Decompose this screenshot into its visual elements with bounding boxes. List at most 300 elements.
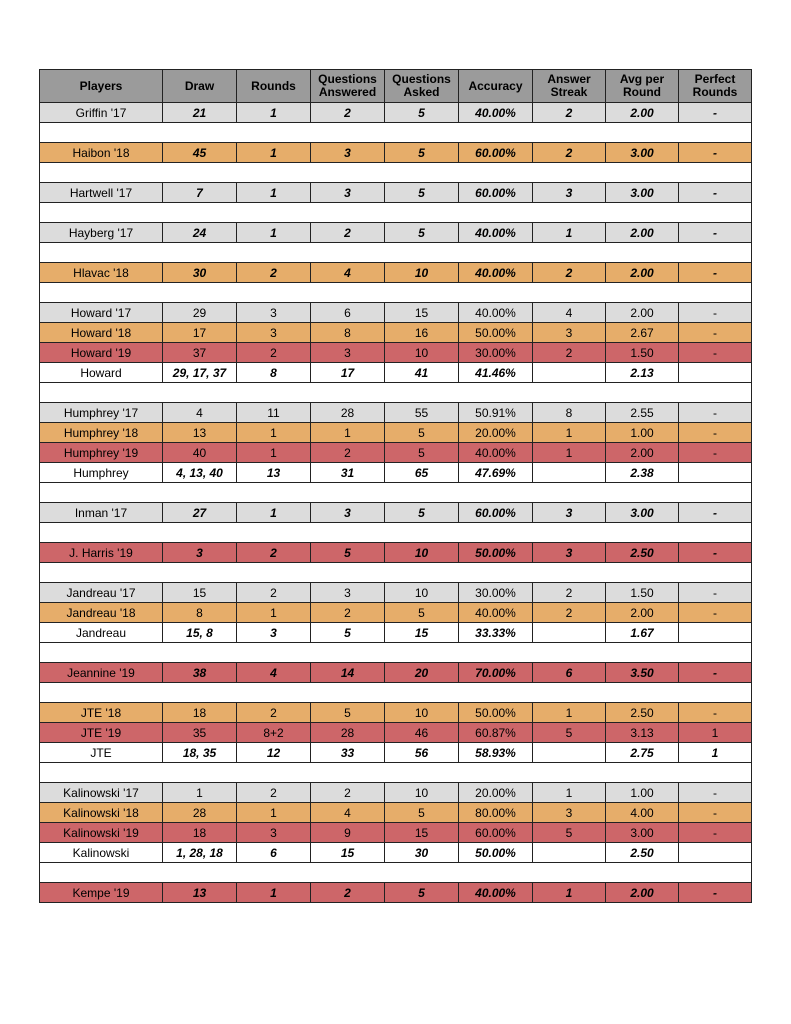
accuracy-cell: 60.87% [459,723,533,743]
answer-streak-cell: 6 [533,663,606,683]
questions-asked-cell: 5 [385,443,459,463]
questions-answered-cell: 28 [311,723,385,743]
accuracy-cell: 40.00% [459,103,533,123]
avg-per-round-cell: 1.67 [606,623,679,643]
questions-answered-cell: 4 [311,263,385,283]
spacer-cell [40,643,752,663]
spacer-cell [40,523,752,543]
rounds-cell: 2 [237,583,311,603]
rounds-cell: 3 [237,303,311,323]
spacer-row [40,243,752,263]
draw-cell: 35 [163,723,237,743]
rounds-cell: 13 [237,463,311,483]
table-row [40,323,752,343]
rounds-cell: 11 [237,403,311,423]
avg-per-round-cell: 3.13 [606,723,679,743]
player-stats-table [39,69,752,903]
questions-asked-cell: 46 [385,723,459,743]
questions-asked-cell: 5 [385,883,459,903]
accuracy-cell: 30.00% [459,343,533,363]
rounds-cell: 8 [237,363,311,383]
player-name-cell: Kalinowski '18 [40,803,163,823]
answer-streak-cell [533,623,606,643]
questions-answered-cell: 5 [311,543,385,563]
questions-answered-cell: 3 [311,503,385,523]
avg-per-round-cell: 1.00 [606,783,679,803]
avg-per-round-cell: 2.50 [606,843,679,863]
draw-cell: 38 [163,663,237,683]
header-row [40,70,752,103]
questions-asked-cell: 30 [385,843,459,863]
player-name-cell: JTE '18 [40,703,163,723]
questions-answered-cell: 17 [311,363,385,383]
table-row [40,883,752,903]
questions-answered-cell: 4 [311,803,385,823]
avg-per-round-cell: 4.00 [606,803,679,823]
header-avg-per-round: Avg per Round [606,70,679,103]
rounds-cell: 1 [237,443,311,463]
spacer-row [40,523,752,543]
rounds-cell: 8+2 [237,723,311,743]
accuracy-cell: 30.00% [459,583,533,603]
accuracy-cell: 50.00% [459,843,533,863]
questions-answered-cell: 3 [311,143,385,163]
player-name-cell: Hayberg '17 [40,223,163,243]
spacer-cell [40,383,752,403]
answer-streak-cell: 2 [533,143,606,163]
answer-streak-cell: 1 [533,703,606,723]
spacer-cell [40,863,752,883]
questions-answered-cell: 2 [311,783,385,803]
spacer-row [40,643,752,663]
perfect-rounds-cell: - [679,423,752,443]
rounds-cell: 2 [237,263,311,283]
table-row [40,603,752,623]
avg-per-round-cell: 3.00 [606,143,679,163]
table-row [40,423,752,443]
avg-per-round-cell: 1.50 [606,343,679,363]
questions-asked-cell: 15 [385,303,459,323]
player-name-cell: Howard '19 [40,343,163,363]
avg-per-round-cell: 2.00 [606,223,679,243]
answer-streak-cell: 3 [533,543,606,563]
spacer-cell [40,243,752,263]
table-row [40,583,752,603]
header-questions-answered: Questions Answered [311,70,385,103]
draw-cell: 27 [163,503,237,523]
avg-per-round-cell: 2.00 [606,443,679,463]
questions-answered-cell: 3 [311,343,385,363]
spacer-cell [40,563,752,583]
questions-asked-cell: 56 [385,743,459,763]
table-row [40,783,752,803]
table-row [40,263,752,283]
spacer-row [40,383,752,403]
questions-asked-cell: 41 [385,363,459,383]
player-name-cell: Jandreau '17 [40,583,163,603]
draw-cell: 4, 13, 40 [163,463,237,483]
avg-per-round-cell: 3.50 [606,663,679,683]
questions-asked-cell: 10 [385,783,459,803]
draw-cell: 7 [163,183,237,203]
questions-asked-cell: 5 [385,103,459,123]
perfect-rounds-cell [679,463,752,483]
rounds-cell: 1 [237,223,311,243]
player-name-cell: Kalinowski '19 [40,823,163,843]
table-row [40,663,752,683]
answer-streak-cell: 1 [533,223,606,243]
player-name-cell: JTE [40,743,163,763]
rounds-cell: 1 [237,803,311,823]
questions-answered-cell: 33 [311,743,385,763]
accuracy-cell: 50.91% [459,403,533,423]
questions-asked-cell: 5 [385,803,459,823]
draw-cell: 18, 35 [163,743,237,763]
player-name-cell: Jeannine '19 [40,663,163,683]
player-name-cell: Howard [40,363,163,383]
questions-asked-cell: 10 [385,583,459,603]
accuracy-cell: 80.00% [459,803,533,823]
table-row [40,503,752,523]
accuracy-cell: 60.00% [459,183,533,203]
questions-answered-cell: 2 [311,603,385,623]
questions-asked-cell: 10 [385,703,459,723]
answer-streak-cell [533,363,606,383]
draw-cell: 24 [163,223,237,243]
draw-cell: 15, 8 [163,623,237,643]
questions-asked-cell: 10 [385,263,459,283]
player-total-row [40,843,752,863]
spacer-row [40,863,752,883]
player-name-cell: Jandreau [40,623,163,643]
accuracy-cell: 40.00% [459,263,533,283]
answer-streak-cell: 2 [533,263,606,283]
avg-per-round-cell: 2.00 [606,303,679,323]
avg-per-round-cell: 2.13 [606,363,679,383]
questions-asked-cell: 5 [385,143,459,163]
spacer-cell [40,283,752,303]
spacer-cell [40,683,752,703]
table-row [40,183,752,203]
questions-answered-cell: 14 [311,663,385,683]
perfect-rounds-cell: - [679,183,752,203]
rounds-cell: 1 [237,883,311,903]
avg-per-round-cell: 2.50 [606,543,679,563]
spacer-row [40,683,752,703]
accuracy-cell: 40.00% [459,303,533,323]
accuracy-cell: 58.93% [459,743,533,763]
perfect-rounds-cell: - [679,343,752,363]
header-questions-asked: Questions Asked [385,70,459,103]
player-total-row [40,743,752,763]
player-total-row [40,463,752,483]
spacer-row [40,483,752,503]
perfect-rounds-cell: 1 [679,743,752,763]
table-row [40,443,752,463]
perfect-rounds-cell [679,843,752,863]
answer-streak-cell: 3 [533,323,606,343]
perfect-rounds-cell: - [679,263,752,283]
draw-cell: 28 [163,803,237,823]
avg-per-round-cell: 3.00 [606,823,679,843]
accuracy-cell: 70.00% [459,663,533,683]
spacer-row [40,763,752,783]
header-players: Players [40,70,163,103]
avg-per-round-cell: 2.00 [606,603,679,623]
answer-streak-cell: 5 [533,723,606,743]
perfect-rounds-cell: - [679,103,752,123]
answer-streak-cell: 1 [533,783,606,803]
table-row [40,803,752,823]
accuracy-cell: 40.00% [459,603,533,623]
header-draw: Draw [163,70,237,103]
player-name-cell: Kalinowski '17 [40,783,163,803]
rounds-cell: 1 [237,423,311,443]
accuracy-cell: 33.33% [459,623,533,643]
answer-streak-cell: 1 [533,423,606,443]
answer-streak-cell: 2 [533,103,606,123]
questions-answered-cell: 9 [311,823,385,843]
perfect-rounds-cell: - [679,663,752,683]
rounds-cell: 1 [237,603,311,623]
spacer-row [40,563,752,583]
player-name-cell: Humphrey '18 [40,423,163,443]
accuracy-cell: 40.00% [459,443,533,463]
draw-cell: 30 [163,263,237,283]
player-name-cell: Howard '17 [40,303,163,323]
questions-answered-cell: 5 [311,703,385,723]
table-body [40,103,752,903]
rounds-cell: 2 [237,783,311,803]
draw-cell: 17 [163,323,237,343]
avg-per-round-cell: 2.00 [606,103,679,123]
questions-asked-cell: 16 [385,323,459,343]
perfect-rounds-cell: - [679,883,752,903]
questions-answered-cell: 15 [311,843,385,863]
perfect-rounds-cell: - [679,823,752,843]
answer-streak-cell: 2 [533,603,606,623]
accuracy-cell: 60.00% [459,143,533,163]
perfect-rounds-cell: - [679,303,752,323]
player-name-cell: Jandreau '18 [40,603,163,623]
header-accuracy: Accuracy [459,70,533,103]
avg-per-round-cell: 2.00 [606,263,679,283]
player-name-cell: Inman '17 [40,503,163,523]
questions-answered-cell: 2 [311,223,385,243]
table-row [40,103,752,123]
rounds-cell: 1 [237,503,311,523]
answer-streak-cell: 1 [533,883,606,903]
questions-answered-cell: 3 [311,183,385,203]
avg-per-round-cell: 2.00 [606,883,679,903]
questions-answered-cell: 1 [311,423,385,443]
questions-answered-cell: 2 [311,883,385,903]
questions-answered-cell: 2 [311,103,385,123]
table-row [40,303,752,323]
answer-streak-cell: 8 [533,403,606,423]
draw-cell: 37 [163,343,237,363]
answer-streak-cell: 4 [533,303,606,323]
spacer-row [40,283,752,303]
draw-cell: 29 [163,303,237,323]
draw-cell: 15 [163,583,237,603]
questions-asked-cell: 15 [385,823,459,843]
questions-asked-cell: 5 [385,603,459,623]
answer-streak-cell: 5 [533,823,606,843]
spacer-row [40,163,752,183]
accuracy-cell: 20.00% [459,423,533,443]
draw-cell: 40 [163,443,237,463]
accuracy-cell: 20.00% [459,783,533,803]
questions-asked-cell: 10 [385,343,459,363]
perfect-rounds-cell: - [679,223,752,243]
draw-cell: 8 [163,603,237,623]
rounds-cell: 2 [237,343,311,363]
rounds-cell: 12 [237,743,311,763]
player-name-cell: Hartwell '17 [40,183,163,203]
header-rounds: Rounds [237,70,311,103]
table-row [40,223,752,243]
perfect-rounds-cell: - [679,583,752,603]
player-name-cell: Humphrey [40,463,163,483]
questions-asked-cell: 55 [385,403,459,423]
answer-streak-cell: 3 [533,803,606,823]
avg-per-round-cell: 3.00 [606,183,679,203]
table-row [40,343,752,363]
header-answer-streak: Answer Streak [533,70,606,103]
questions-answered-cell: 6 [311,303,385,323]
questions-answered-cell: 8 [311,323,385,343]
answer-streak-cell: 2 [533,343,606,363]
perfect-rounds-cell: - [679,603,752,623]
table-row [40,403,752,423]
player-name-cell: JTE '19 [40,723,163,743]
perfect-rounds-cell: - [679,143,752,163]
player-name-cell: Haibon '18 [40,143,163,163]
player-name-cell: Kalinowski [40,843,163,863]
answer-streak-cell: 3 [533,183,606,203]
spacer-row [40,123,752,143]
player-name-cell: Howard '18 [40,323,163,343]
player-name-cell: Humphrey '19 [40,443,163,463]
rounds-cell: 3 [237,623,311,643]
perfect-rounds-cell: - [679,323,752,343]
draw-cell: 13 [163,423,237,443]
player-name-cell: Hlavac '18 [40,263,163,283]
rounds-cell: 1 [237,143,311,163]
draw-cell: 45 [163,143,237,163]
questions-answered-cell: 31 [311,463,385,483]
draw-cell: 1 [163,783,237,803]
answer-streak-cell [533,463,606,483]
questions-asked-cell: 15 [385,623,459,643]
spacer-cell [40,203,752,223]
questions-answered-cell: 3 [311,583,385,603]
draw-cell: 13 [163,883,237,903]
answer-streak-cell: 3 [533,503,606,523]
perfect-rounds-cell: - [679,803,752,823]
questions-asked-cell: 20 [385,663,459,683]
accuracy-cell: 40.00% [459,223,533,243]
spacer-cell [40,483,752,503]
table-row [40,703,752,723]
perfect-rounds-cell: - [679,783,752,803]
accuracy-cell: 60.00% [459,503,533,523]
answer-streak-cell [533,743,606,763]
header-perfect-rounds: Perfect Rounds [679,70,752,103]
stats-sheet [39,69,751,903]
rounds-cell: 2 [237,543,311,563]
player-name-cell: Humphrey '17 [40,403,163,423]
questions-answered-cell: 5 [311,623,385,643]
accuracy-cell: 50.00% [459,543,533,563]
avg-per-round-cell: 1.50 [606,583,679,603]
accuracy-cell: 50.00% [459,703,533,723]
perfect-rounds-cell: - [679,403,752,423]
rounds-cell: 2 [237,703,311,723]
accuracy-cell: 60.00% [459,823,533,843]
draw-cell: 3 [163,543,237,563]
spacer-row [40,203,752,223]
draw-cell: 29, 17, 37 [163,363,237,383]
table-row [40,823,752,843]
player-total-row [40,363,752,383]
rounds-cell: 4 [237,663,311,683]
questions-answered-cell: 2 [311,443,385,463]
avg-per-round-cell: 1.00 [606,423,679,443]
accuracy-cell: 40.00% [459,883,533,903]
questions-asked-cell: 5 [385,503,459,523]
perfect-rounds-cell [679,363,752,383]
avg-per-round-cell: 2.55 [606,403,679,423]
perfect-rounds-cell: 1 [679,723,752,743]
answer-streak-cell: 2 [533,583,606,603]
spacer-cell [40,123,752,143]
accuracy-cell: 47.69% [459,463,533,483]
rounds-cell: 3 [237,323,311,343]
rounds-cell: 1 [237,183,311,203]
avg-per-round-cell: 3.00 [606,503,679,523]
perfect-rounds-cell: - [679,543,752,563]
spacer-cell [40,163,752,183]
draw-cell: 4 [163,403,237,423]
avg-per-round-cell: 2.38 [606,463,679,483]
rounds-cell: 1 [237,103,311,123]
questions-asked-cell: 65 [385,463,459,483]
player-name-cell: J. Harris '19 [40,543,163,563]
draw-cell: 18 [163,703,237,723]
questions-answered-cell: 28 [311,403,385,423]
questions-asked-cell: 10 [385,543,459,563]
player-name-cell: Kempe '19 [40,883,163,903]
rounds-cell: 6 [237,843,311,863]
avg-per-round-cell: 2.75 [606,743,679,763]
questions-asked-cell: 5 [385,183,459,203]
accuracy-cell: 50.00% [459,323,533,343]
avg-per-round-cell: 2.50 [606,703,679,723]
avg-per-round-cell: 2.67 [606,323,679,343]
perfect-rounds-cell: - [679,503,752,523]
questions-asked-cell: 5 [385,223,459,243]
draw-cell: 1, 28, 18 [163,843,237,863]
player-total-row [40,623,752,643]
table-row [40,543,752,563]
perfect-rounds-cell: - [679,443,752,463]
questions-asked-cell: 5 [385,423,459,443]
player-name-cell: Griffin '17 [40,103,163,123]
rounds-cell: 3 [237,823,311,843]
spacer-cell [40,763,752,783]
